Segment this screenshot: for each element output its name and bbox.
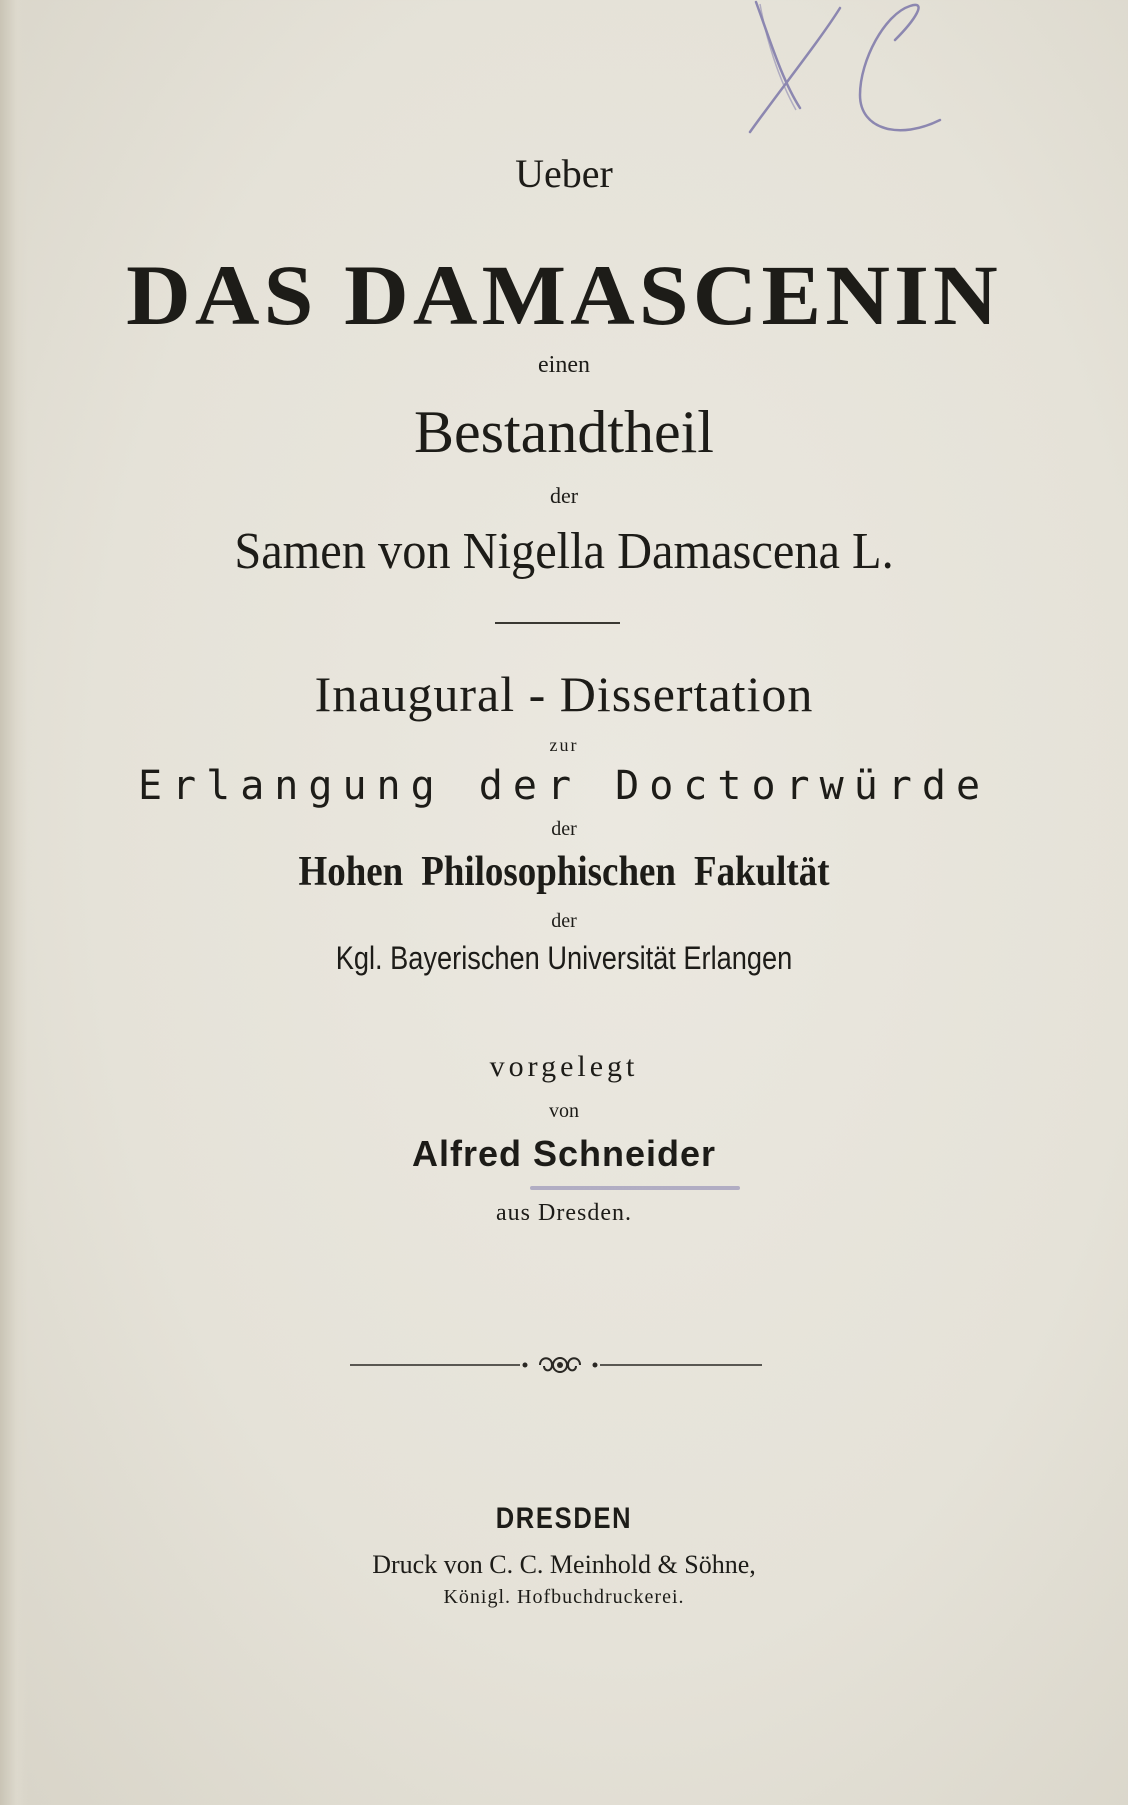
der-line-3: der (551, 910, 577, 932)
bestandtheil-line: Bestandtheil (414, 399, 714, 465)
dissertation-heading: Inaugural - Dissertation (314, 666, 814, 722)
handwritten-annotation-xe (720, 0, 980, 150)
faculty-line: Hohen Philosophischen Fakultät (298, 849, 830, 895)
zur-line: zur (549, 735, 579, 755)
imprint-printer: Druck von C. C. Meinhold & Söhne, (372, 1550, 756, 1579)
section-divider (495, 622, 620, 624)
vorgelegt-line: vorgelegt (489, 1050, 639, 1083)
pencil-underline (530, 1186, 740, 1190)
ornament-divider (0, 1350, 1128, 1380)
university-line: Kgl. Bayerischen Universität Erlangen (335, 940, 793, 976)
einen-line: einen (538, 352, 590, 378)
samen-line: Samen von Nigella Damascena L. (234, 523, 894, 580)
von-line: von (549, 1100, 579, 1122)
imprint-court-printer: Königl. Hofbuchdruckerei. (443, 1586, 685, 1608)
imprint-city: DRESDEN (495, 1502, 633, 1535)
der-line-2: der (551, 818, 577, 840)
ueber-line: Ueber (515, 151, 613, 196)
main-title: DAS DAMASCENIN (126, 247, 1002, 343)
author-name: Alfred Schneider (411, 1133, 717, 1174)
origin-line: aus Dresden. (496, 1200, 632, 1226)
erlangung-line: Erlangung der Doctorwürde (137, 763, 991, 809)
der-line-1: der (549, 483, 579, 508)
